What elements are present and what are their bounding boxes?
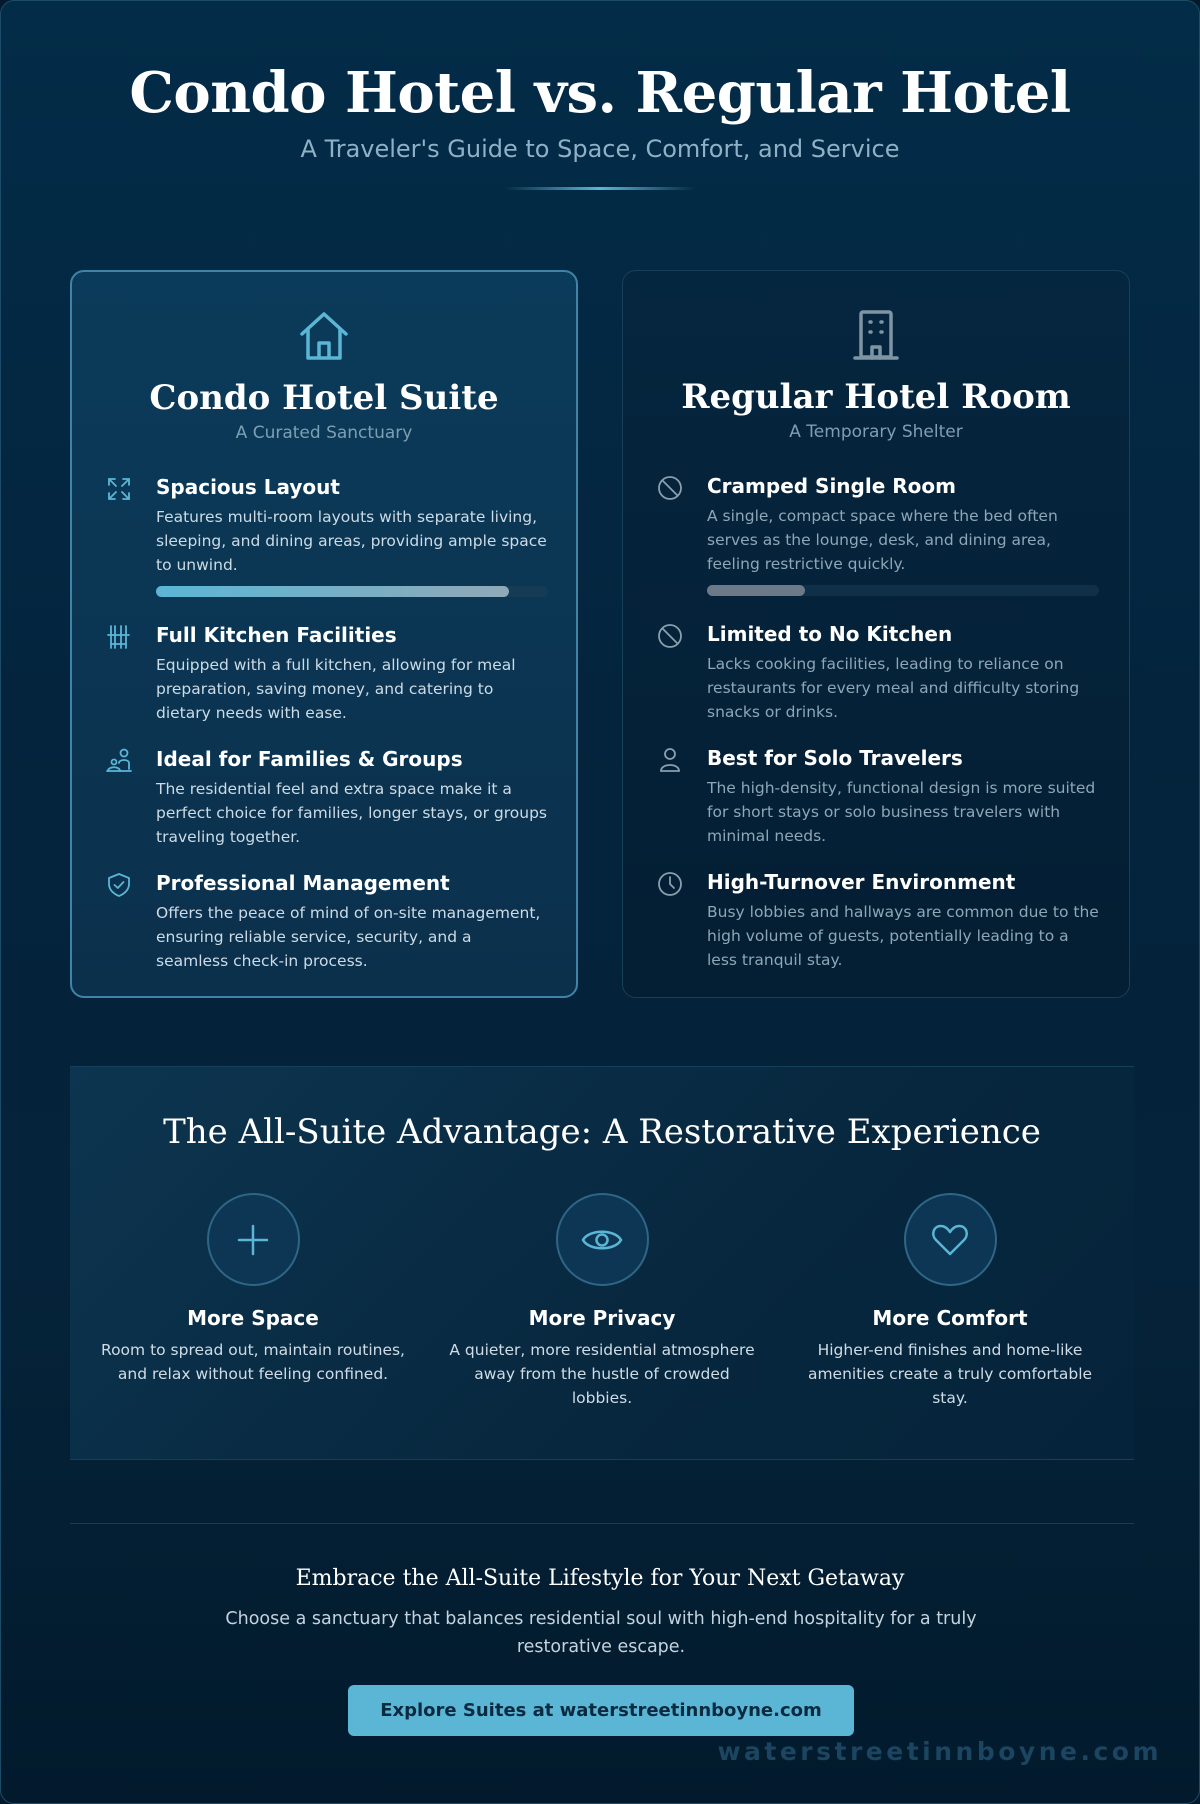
- feature-title: Spacious Layout: [156, 475, 340, 499]
- feature-description: Lacks cooking facilities, leading to reliance on restaurants for every meal and difficulty storing snacks or drinks.: [707, 655, 1080, 721]
- feature-description: A single, compact space where the bed often serves as the lounge, desk, and dining area, feeling restrictive quickly.: [707, 507, 1058, 573]
- feature-title: Limited to No Kitchen: [707, 622, 953, 646]
- space-rating-bar: [707, 585, 1099, 596]
- user-icon: [656, 746, 684, 774]
- feature-description: The residential feel and extra space make it a perfect choice for families, longer stays, or groups traveling together.: [156, 780, 547, 846]
- feature-description: Equipped with a full kitchen, allowing for meal preparation, saving money, and catering to dietary needs with ease.: [156, 656, 516, 722]
- space-rating-fill: [156, 586, 509, 597]
- feature-title: Professional Management: [156, 871, 450, 895]
- ban-icon: [656, 474, 684, 502]
- feature-description: The high-density, functional design is more suited for short stays or solo business travelers with minimal needs.: [707, 779, 1096, 845]
- advantage-description: Room to spread out, maintain routines, and relax without feeling confined.: [101, 1341, 405, 1383]
- regular-card-title: Regular Hotel Room: [681, 377, 1071, 417]
- space-rating-fill: [707, 585, 805, 596]
- footer-title: Embrace the All-Suite Lifestyle for Your Next Getaway: [295, 1566, 905, 1591]
- shield-check-icon: [105, 871, 133, 899]
- feature-title: Full Kitchen Facilities: [156, 623, 397, 647]
- house-icon: [72, 308, 576, 364]
- advantage-label: More Privacy: [528, 1306, 676, 1330]
- space-rating-bar: [156, 586, 548, 597]
- feature-title: High-Turnover Environment: [707, 870, 1016, 894]
- advantage-more-space: [93, 1193, 413, 1386]
- title-divider: [505, 187, 695, 190]
- footer-text: Choose a sanctuary that balances residential soul with high-end hospitality for a truly restorative escape.: [225, 1609, 977, 1657]
- page-subtitle: A Traveler's Guide to Space, Comfort, and Service: [300, 135, 900, 164]
- advantage-description: A quieter, more residential atmosphere away from the hustle of crowded lobbies.: [449, 1341, 755, 1407]
- feature-description: Features multi-room layouts with separate living, sleeping, and dining areas, providing ample space to unwind.: [156, 508, 547, 574]
- feature-title: Cramped Single Room: [707, 474, 956, 498]
- regular-card: [622, 270, 1130, 998]
- feature-title: Ideal for Families & Groups: [156, 747, 463, 771]
- eye-icon: [556, 1193, 649, 1286]
- heart-icon: [904, 1193, 997, 1286]
- advantage-more-comfort: [790, 1193, 1110, 1410]
- ban-icon: [656, 622, 684, 650]
- expand-icon: [105, 475, 133, 503]
- plus-icon: [207, 1193, 300, 1286]
- feature-description: Busy lobbies and hallways are common due to the high volume of guests, potentially leading to a less tranquil stay.: [707, 903, 1099, 969]
- explore-suites-button[interactable]: Explore Suites at waterstreetinnboyne.com: [348, 1685, 854, 1736]
- header: [1, 61, 1199, 190]
- condo-card: [70, 270, 578, 998]
- feature-title: Best for Solo Travelers: [707, 746, 963, 770]
- condo-card-subtitle: A Curated Sanctuary: [235, 423, 413, 443]
- regular-card-subtitle: A Temporary Shelter: [789, 422, 963, 442]
- advantage-label: More Comfort: [872, 1306, 1028, 1330]
- watermark: waterstreetinnboyne.com: [717, 1737, 1162, 1766]
- page-title: Condo Hotel vs. Regular Hotel: [129, 60, 1071, 126]
- advantage-description: Higher-end finishes and home-like amenities create a truly comfortable stay.: [807, 1341, 1093, 1407]
- kitchen-utensils-icon: [105, 623, 133, 651]
- advantage-label: More Space: [187, 1306, 319, 1330]
- all-suite-advantage-section: [70, 1066, 1134, 1460]
- family-icon: [105, 747, 133, 775]
- building-icon: [623, 307, 1129, 363]
- clock-icon: [656, 870, 684, 898]
- footer-divider: [70, 1523, 1134, 1524]
- advantage-title: The All-Suite Advantage: A Restorative Experience: [163, 1112, 1041, 1152]
- feature-description: Offers the peace of mind of on-site management, ensuring reliable service, security, and a seamless check-in process.: [156, 904, 541, 970]
- advantage-more-privacy: [442, 1193, 762, 1410]
- condo-card-title: Condo Hotel Suite: [149, 378, 499, 418]
